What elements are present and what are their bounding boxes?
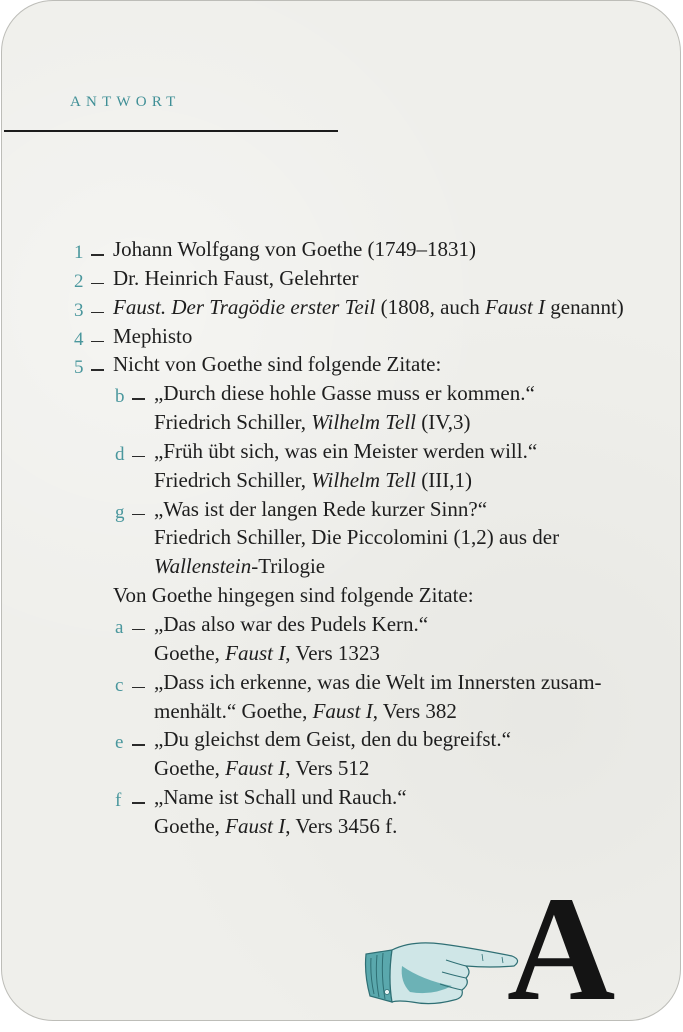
source-work: Faust I [312,698,373,723]
quote-text: „Name ist Schall und Rauch.“ [154,785,407,810]
source-work: Wallenstein [154,554,252,579]
quote-source-e [2,754,683,783]
dash-separator [132,456,145,458]
source-location: , Vers 3456 f. [285,813,398,838]
quote-item-g [2,495,683,524]
intro-text: Von Goethe hingegen sind folgende Zitate: [113,583,474,608]
quote-source [154,552,325,581]
goethe-intro [2,581,683,610]
source-location: , Vers 382 [372,698,457,723]
quote-source-c [2,697,683,726]
quote-item-d [2,437,683,466]
answer-text: Johann Wolfgang von Goethe (1749–1831) [113,237,477,261]
quote-text: „Du gleichst dem Geist, den du begreifst.“ [154,727,511,752]
dash-separator [132,398,145,400]
quote-source-f [2,812,683,841]
heading-rule [4,130,338,132]
dash-separator [132,687,145,689]
answer-list [2,235,683,841]
answer-text: Nicht von Goethe sind folgende Zitate: [113,352,442,377]
pointing-hand-icon [362,936,522,1008]
source-location: , Vers 1323 [285,640,380,665]
quote-item-b [2,379,683,408]
answer-card [1,0,681,1032]
source-work: Wilhelm Tell [311,410,417,435]
answer-marker: 3 [74,299,84,321]
answer-item-4 [2,322,683,351]
answer-text-end: genannt) [545,294,624,319]
source-location: (III,1) [416,467,472,492]
dash-separator [91,341,104,343]
quote-source-d [2,466,683,495]
quote-marker: e [115,732,124,754]
quote-text: „Früh übt sich, was ein Meister werden will.“ [154,438,538,463]
answer-text: Mephisto [113,323,193,348]
dash-separator [132,744,145,746]
work-title-short: Faust I [484,294,546,319]
answer-text: Dr. Heinrich Faust, Gelehrter [113,265,359,290]
quote-source [154,754,369,783]
quote-marker: c [115,674,124,696]
source-suffix: -Trilogie [251,554,326,579]
source-work: Faust I [225,813,286,838]
answer-marker: 1 [74,242,84,263]
source-author: Goethe, [154,640,226,665]
quote-source-g [2,523,683,552]
answer-marker: 4 [74,328,84,350]
answer-text-mid: (1808, auch [375,294,485,319]
dash-separator [132,802,145,804]
quote-source [154,812,397,841]
answer-marker: 2 [74,270,84,292]
source-author: Friedrich Schiller, [154,467,312,492]
quote-source-b [2,408,683,437]
dash-separator [132,514,145,516]
quote-source-g-cont [2,552,683,581]
quote-source [154,697,457,726]
quote-marker: g [115,501,125,523]
quote-marker: f [115,790,122,812]
answer-item-1 [2,235,683,264]
quote-text: „Dass ich erkenne, was die Welt im Innersten zusam- [154,669,602,694]
quote-source [154,639,380,668]
source-author: Goethe, [154,813,226,838]
quote-source-a [2,639,683,668]
source-author: Goethe, [154,756,226,781]
answer-item-2 [2,264,683,293]
quote-marker: b [115,386,125,408]
dash-separator [132,629,145,631]
quote-source [154,408,470,437]
source-location: (IV,3) [416,410,471,435]
source-work: Faust I [225,756,286,781]
source-work: Wilhelm Tell [311,467,417,492]
source-work: Faust I [225,640,286,665]
source-author: menhält.“ Goethe, [154,698,313,723]
card-heading: ANTWORT [70,94,181,110]
source-author: Friedrich Schiller, [154,410,312,435]
quote-item-e [2,725,683,754]
answer-marker: 5 [74,357,84,379]
answer-item-3 [2,293,683,322]
answer-item-5 [2,350,683,379]
dash-separator [91,312,104,314]
source-location: , Vers 512 [285,756,370,781]
answer-text [113,293,624,322]
dash-separator [91,369,104,371]
quote-item-c [2,668,683,697]
work-title: Faust. Der Tragödie erster Teil [113,294,376,319]
quote-text: „Durch diese hohle Gasse muss er kommen.“ [154,381,535,406]
quote-text: „Was ist der langen Rede kurzer Sinn?“ [154,496,488,521]
quote-source [154,466,472,495]
quote-marker: d [115,443,125,465]
dash-separator [91,254,104,256]
quote-source: Friedrich Schiller, Die Piccolomini (1,2) aus der [154,525,560,550]
quote-text: „Das also war des Pudels Kern.“ [154,611,429,636]
quote-item-f [2,783,683,812]
card-letter: A [507,866,616,1032]
dash-separator [91,283,104,285]
quote-item-a [2,610,683,639]
quote-marker: a [115,616,124,638]
